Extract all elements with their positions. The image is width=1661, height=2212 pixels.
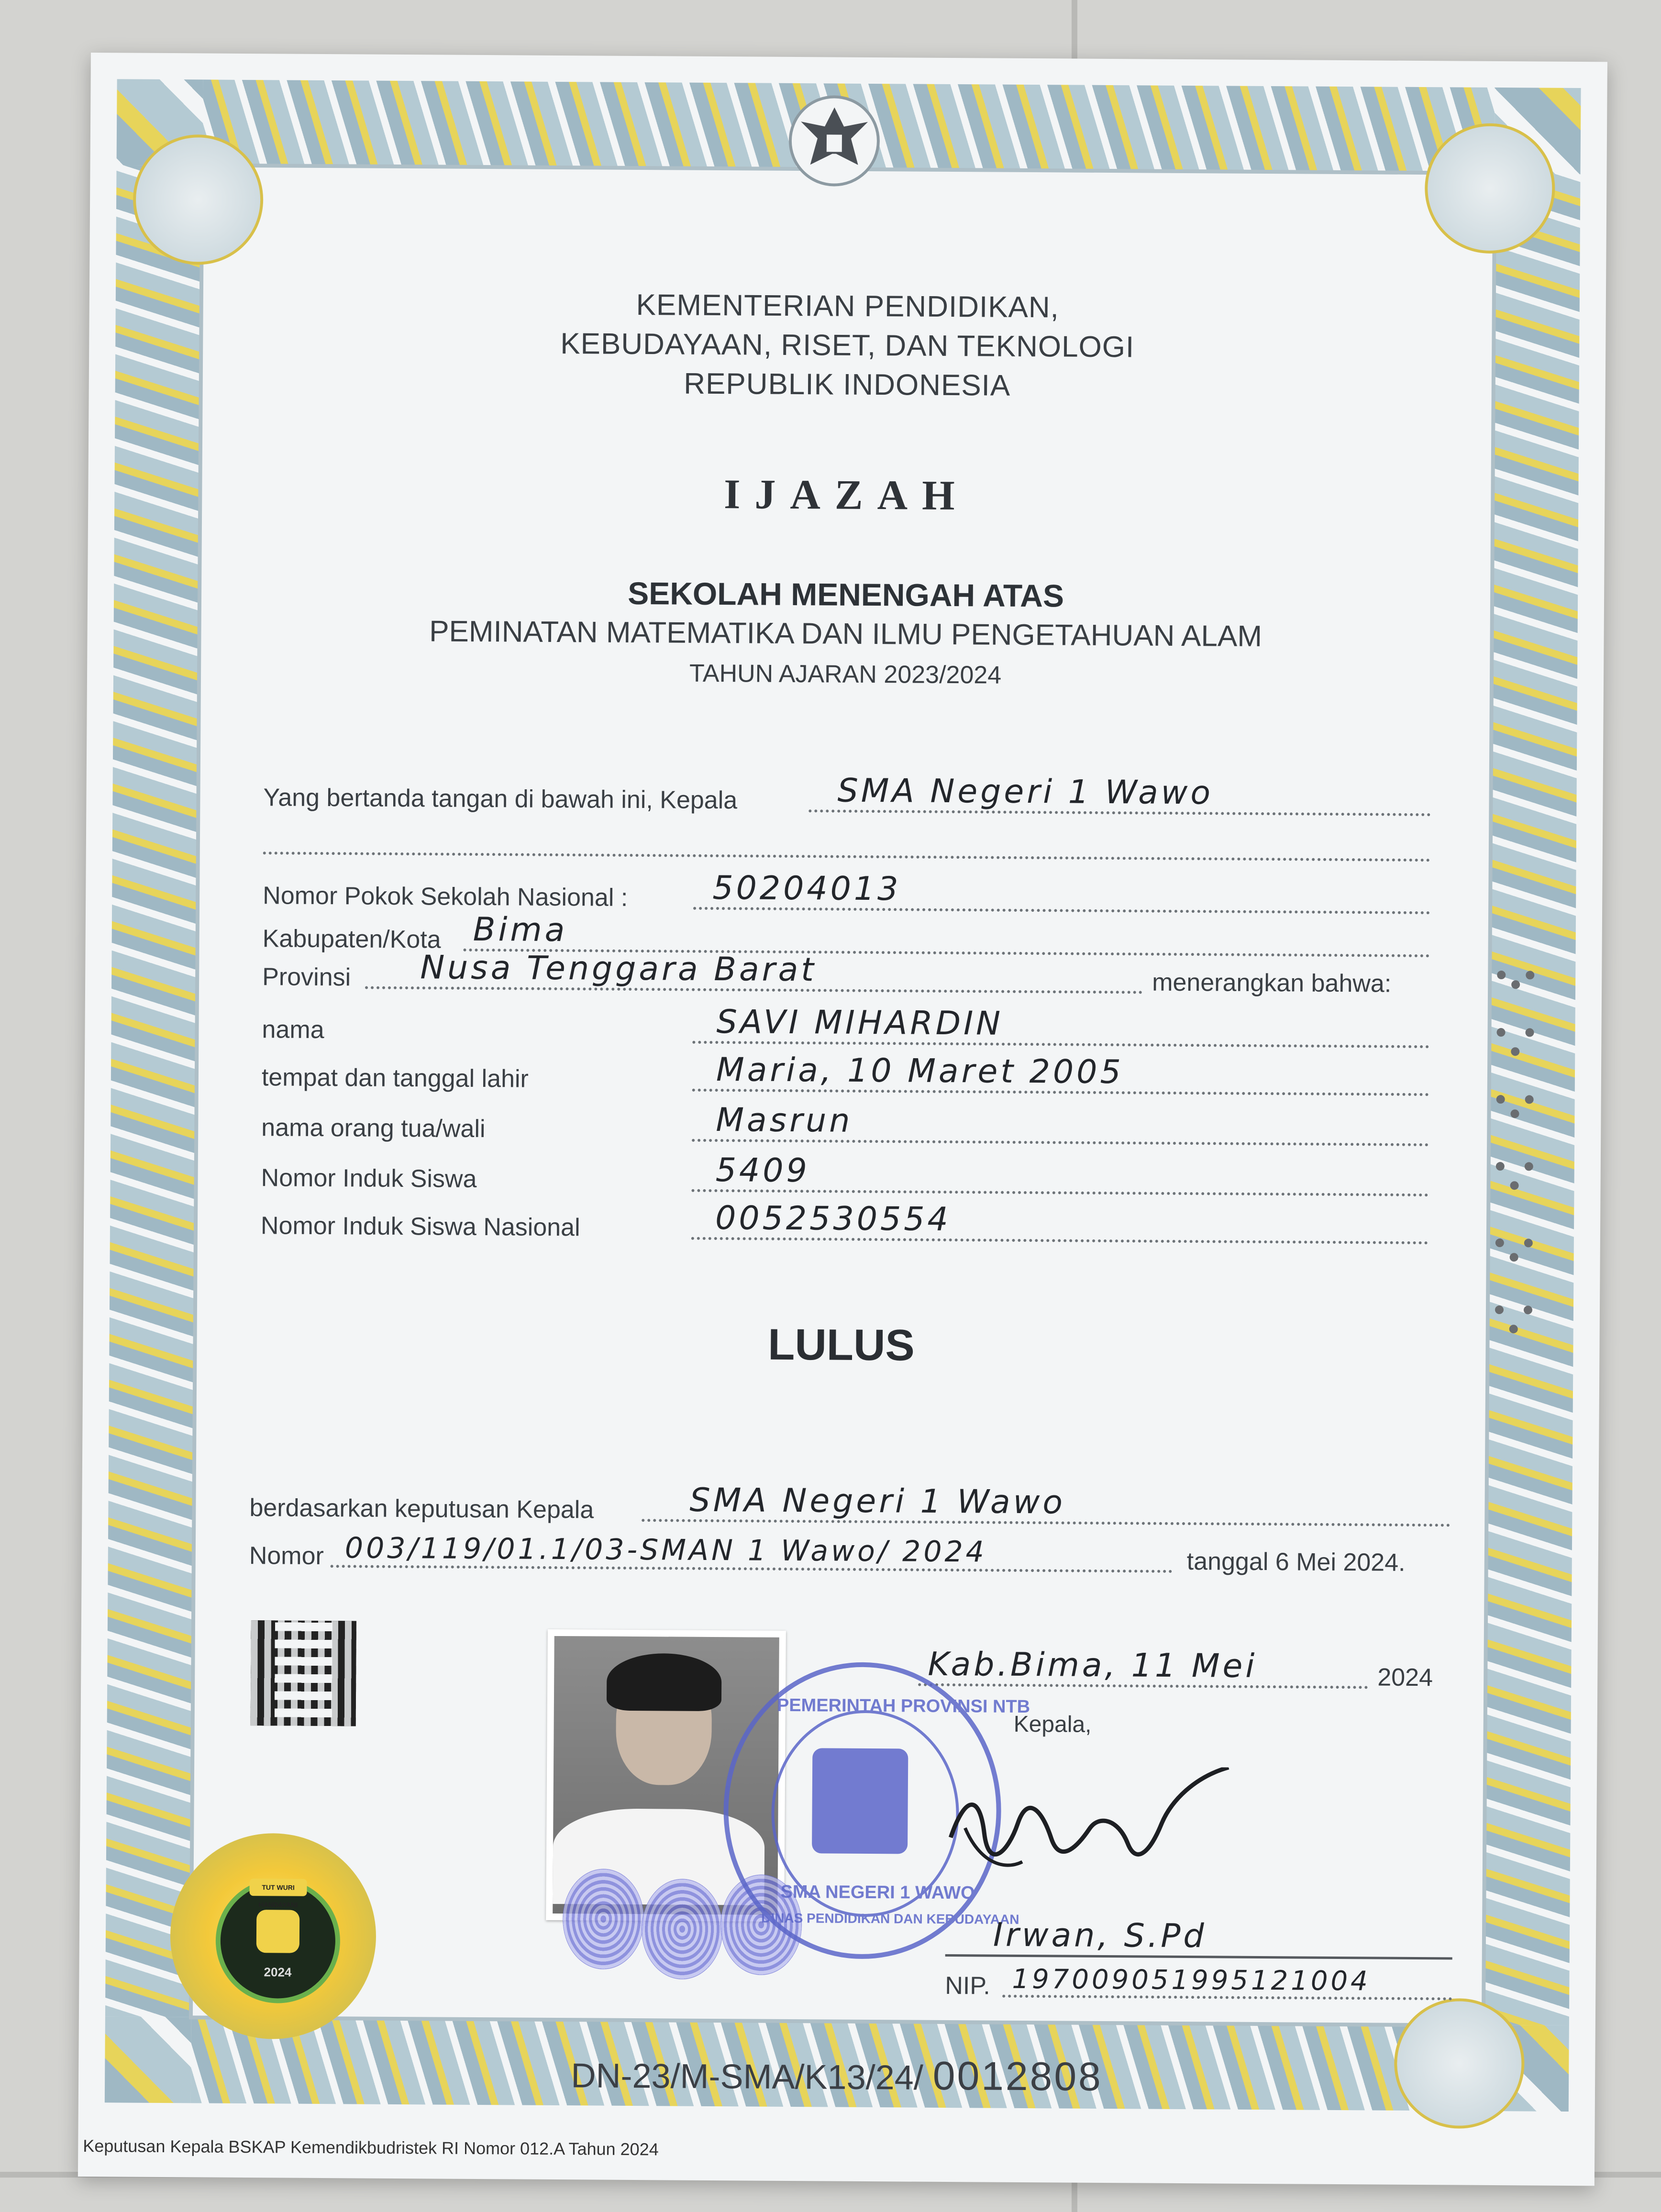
tut-wuri-handayani-icon xyxy=(256,1910,300,1953)
ortu-label: nama orang tua/wali xyxy=(261,1114,486,1143)
npsn-label: Nomor Pokok Sekolah Nasional : xyxy=(263,882,628,912)
nis-value: 5409 xyxy=(715,1151,810,1190)
dotted-line xyxy=(263,852,1430,862)
row-nip xyxy=(945,1962,1452,2008)
ministry-heading xyxy=(89,282,1606,409)
place-date-value: Kab.Bima, 11 Mei xyxy=(928,1645,1258,1685)
berdasarkan-label: berdasarkan keputusan Kepala xyxy=(249,1494,594,1524)
nisn-label: Nomor Induk Siswa Nasional xyxy=(260,1212,580,1242)
provinsi-label: Provinsi xyxy=(262,963,351,992)
qr-code-pattern xyxy=(251,1620,356,1726)
garuda-emblem xyxy=(776,86,892,196)
footer-decree: Keputusan Kepala BSKAP Kemendikbudristek RI Nomor 012.A Tahun 2024 xyxy=(83,2135,659,2159)
ttl-value: Maria, 10 Maret 2005 xyxy=(716,1051,1124,1092)
fingerprint-2 xyxy=(641,1879,723,1980)
ministry-line-1: KEMENTERIAN PENDIDIKAN, xyxy=(636,288,1060,324)
row-kepala xyxy=(263,774,1431,824)
stamp-logo xyxy=(812,1748,908,1854)
serial-prefix: DN-23/M-SMA/K13/24/ xyxy=(571,2057,924,2097)
hologram-year: 2024 xyxy=(264,1965,292,1980)
kepala-title: Kepala, xyxy=(1013,1711,1092,1737)
row-place-date xyxy=(918,1645,1454,1697)
ortu-value: Masrun xyxy=(716,1101,853,1140)
security-hologram xyxy=(170,1833,377,2040)
row-npsn xyxy=(263,869,1430,922)
school-level: SEKOLAH MENENGAH ATAS xyxy=(627,575,1064,614)
row-provinsi xyxy=(262,949,1430,1003)
kabupaten-value: Bima xyxy=(473,910,568,950)
stamp-top-text: PEMERINTAH PROVINSI NTB xyxy=(776,1695,1030,1717)
nomor-label: Nomor xyxy=(249,1542,324,1571)
stamp-bottom-text: SMA NEGERI 1 WAWO xyxy=(780,1881,975,1903)
menerangkan-label: menerangkan bahwa: xyxy=(1152,968,1392,998)
serial-digits: 0012808 xyxy=(932,2053,1103,2099)
graduation-result: LULUS xyxy=(767,1320,915,1370)
ttl-label: tempat dan tanggal lahir xyxy=(261,1063,529,1093)
principal-signature xyxy=(936,1766,1234,1892)
npsn-value: 50204013 xyxy=(712,869,901,908)
perforation-dots xyxy=(1480,956,1550,1349)
signature-year: 2024 xyxy=(1377,1663,1433,1692)
hologram-seal xyxy=(215,1879,341,2004)
kabupaten-label: Kabupaten/Kota xyxy=(262,925,441,954)
dotted-line xyxy=(693,907,1430,914)
nis-label: Nomor Induk Siswa xyxy=(261,1164,477,1193)
stamp-ring-text: DINAS PENDIDIKAN DAN KEBUDAYAAN xyxy=(761,1910,1019,1927)
ministry-line-3: REPUBLIK INDONESIA xyxy=(684,367,1011,402)
qr-code xyxy=(251,1620,356,1726)
kepala-label: Yang bertanda tangan di bawah ini, Kepala xyxy=(263,784,738,815)
document-title: IJAZAH xyxy=(723,471,969,520)
ministry-line-2: KEBUDAYAAN, RISET, DAN TEKNOLOGI xyxy=(560,327,1135,364)
photo-hair xyxy=(607,1653,722,1711)
row-nisn xyxy=(260,1199,1428,1252)
nisn-value: 0052530554 xyxy=(715,1199,952,1239)
side-serial-perforation xyxy=(1480,956,1550,1349)
corner-ornament-top-left xyxy=(133,134,264,265)
row-berdasarkan xyxy=(249,1481,1451,1534)
principal-name: Irwan, S.Pd xyxy=(993,1916,1207,1956)
dotted-line xyxy=(692,1139,1428,1146)
academic-year: TAHUN AJARAN 2023/2024 xyxy=(689,659,1002,689)
nip-label: NIP. xyxy=(945,1971,990,2000)
nama-value: SAVI MIHARDIN xyxy=(716,1003,1004,1043)
nip-value: 197009051995121004 xyxy=(1012,1963,1371,1997)
dotted-line xyxy=(692,1041,1429,1048)
berdasarkan-value: SMA Negeri 1 Wawo xyxy=(689,1481,1066,1522)
nomor-value: 003/119/01.1/03-SMAN 1 Wawo/ 2024 xyxy=(344,1531,987,1569)
row-nomor xyxy=(249,1532,1451,1582)
tanggal-keputusan: tanggal 6 Mei 2024. xyxy=(1186,1548,1406,1577)
kepala-value: SMA Negeri 1 Wawo xyxy=(837,772,1214,812)
dotted-line xyxy=(691,1189,1428,1196)
provinsi-value: Nusa Tenggara Barat xyxy=(420,949,817,989)
fingerprint-1 xyxy=(563,1869,644,1969)
row-orang-tua xyxy=(261,1101,1429,1154)
dotted-line xyxy=(691,1237,1428,1244)
nama-label: nama xyxy=(262,1016,324,1044)
garuda-icon xyxy=(786,93,882,189)
corner-ornament-top-right xyxy=(1424,123,1555,254)
row-nis xyxy=(261,1151,1428,1204)
row-kepala-continued xyxy=(263,819,1431,869)
hologram-band-text: TUT WURI HANDAYANI xyxy=(249,1879,307,1896)
row-ttl xyxy=(262,1053,1429,1104)
row-nama xyxy=(262,1003,1429,1056)
row-principal-name xyxy=(945,1916,1453,1967)
certificate-paper xyxy=(78,53,1607,2186)
specialization: PEMINATAN MATEMATIKA DAN ILMU PENGETAHUAN ALAM xyxy=(429,615,1262,653)
serial-number xyxy=(78,2047,1595,2103)
